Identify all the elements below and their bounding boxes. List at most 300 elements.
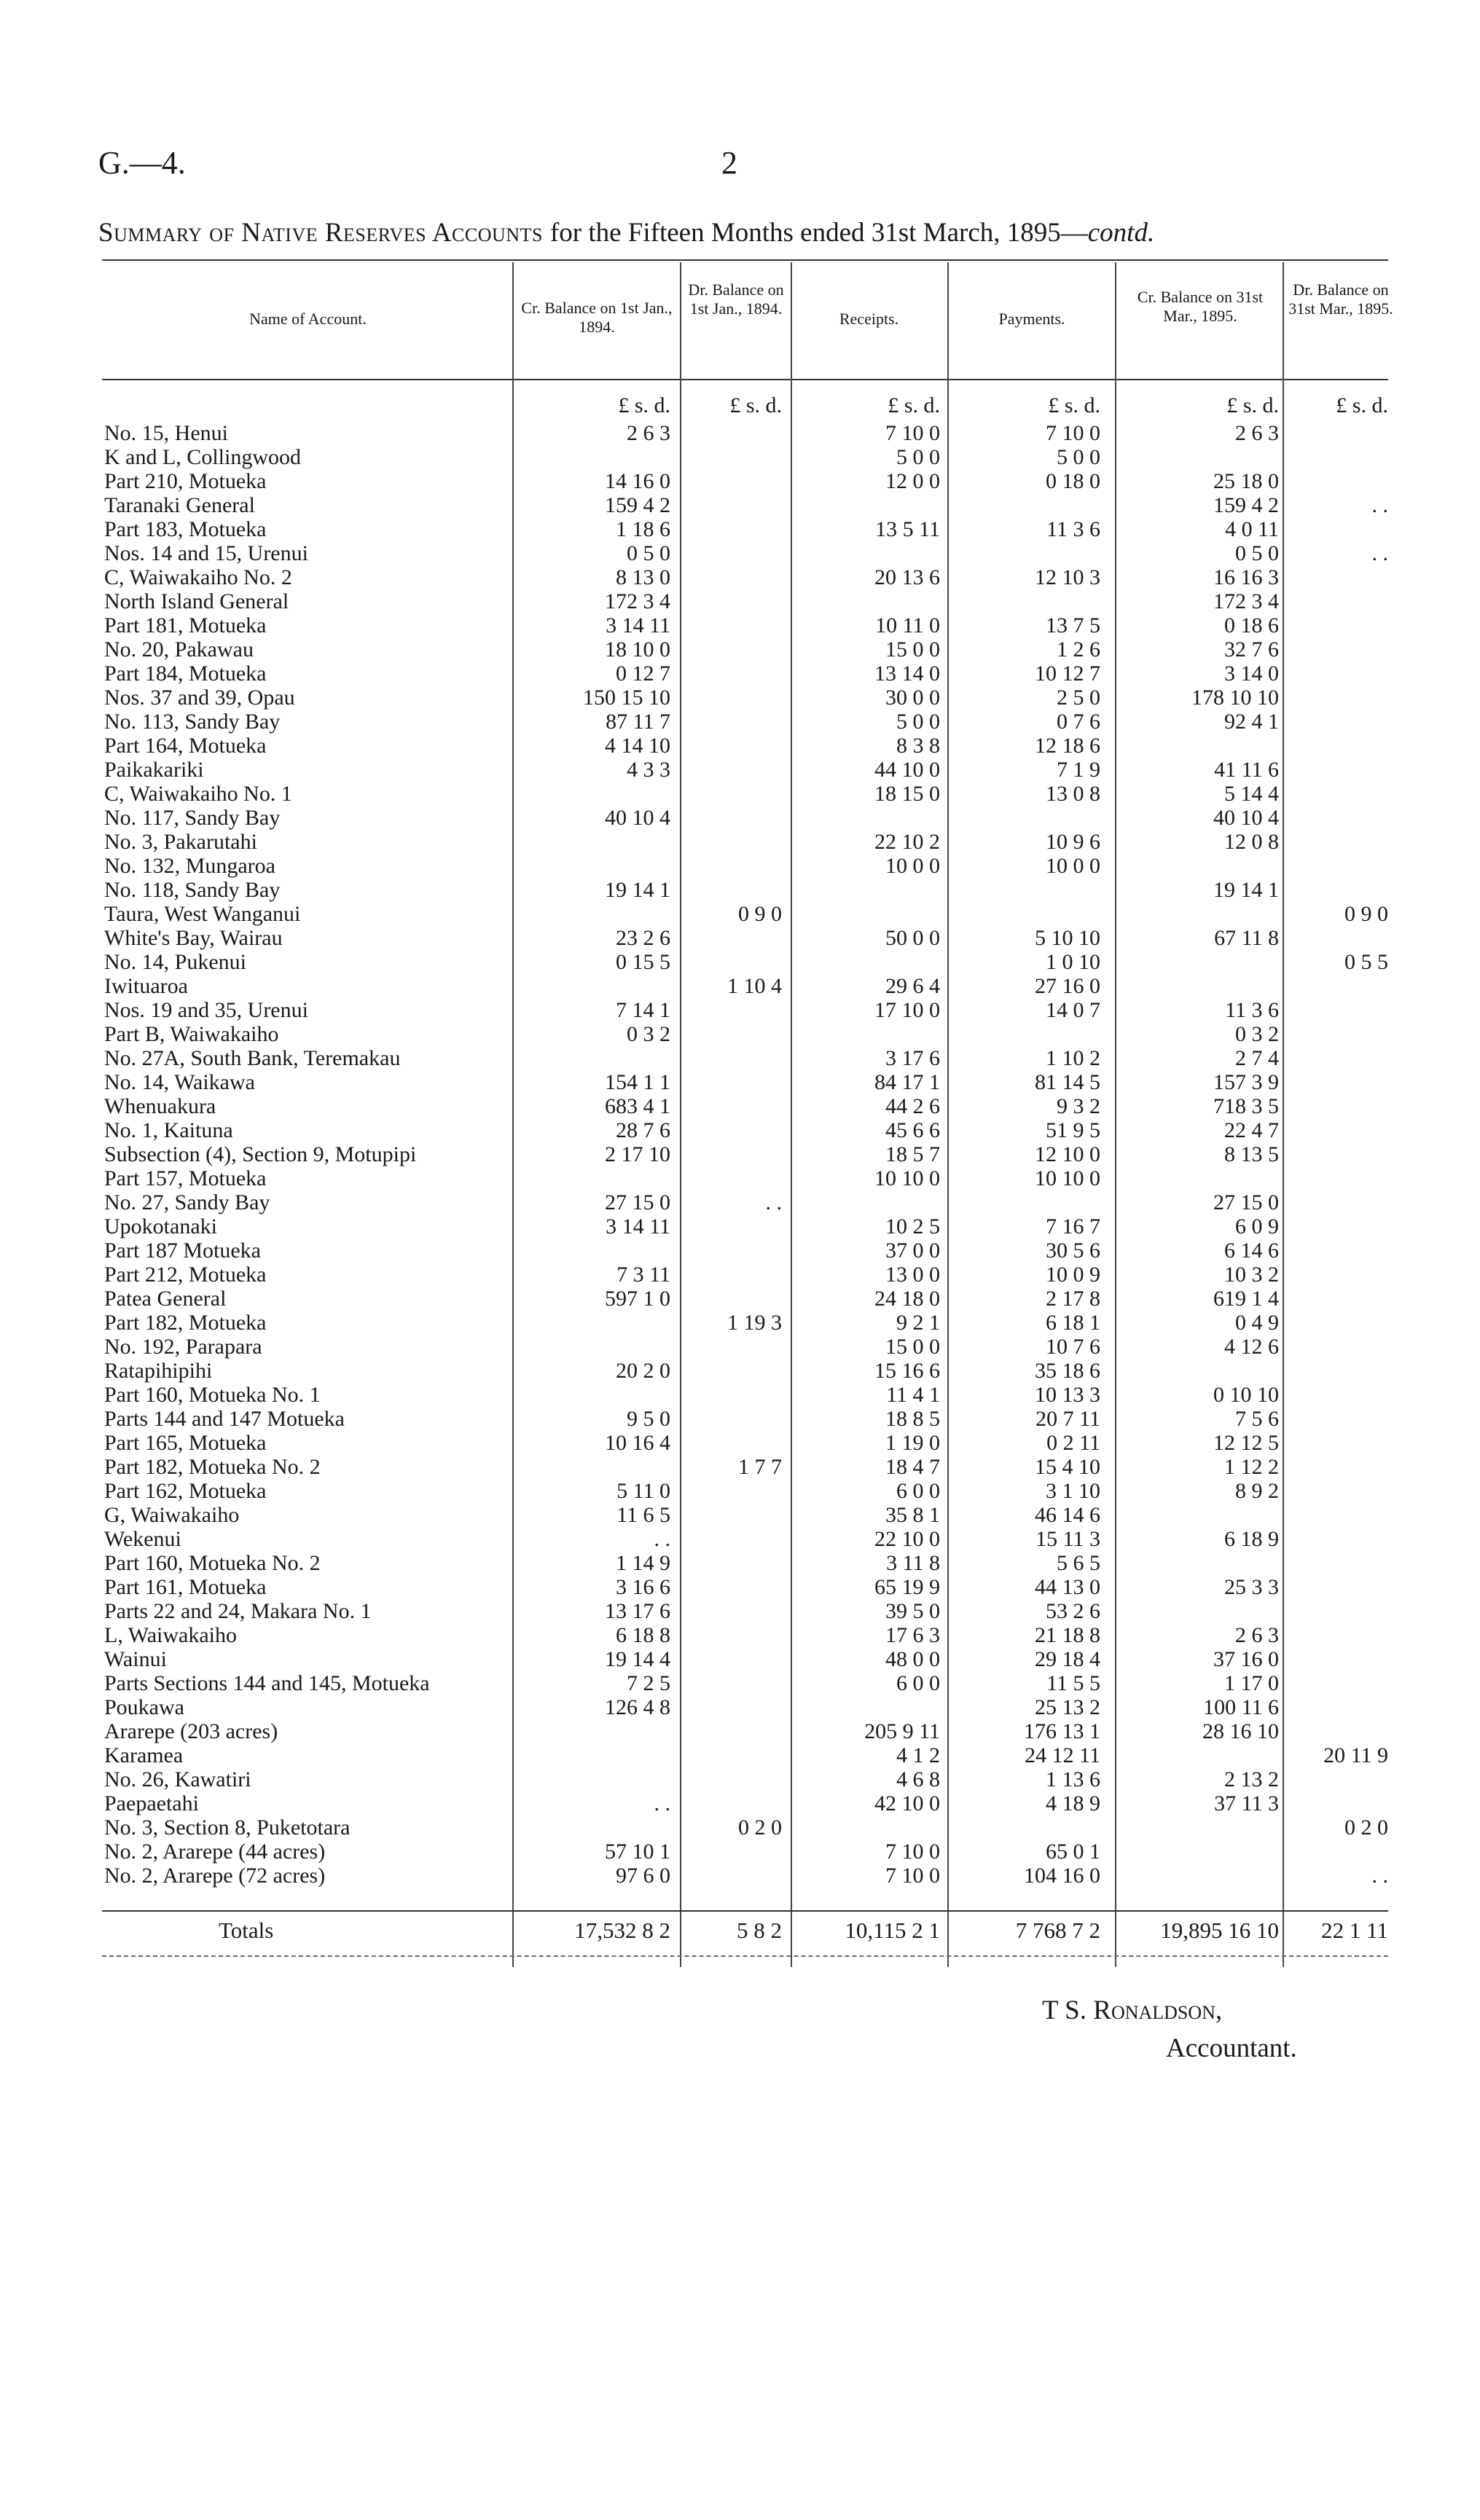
receipts: 42 10 0	[874, 1791, 940, 1816]
account-name: Part 210, Motueka	[104, 469, 267, 493]
receipts: 12 0 0	[885, 469, 940, 493]
account-name: Part 184, Motueka	[104, 662, 267, 686]
page-number: 2	[721, 145, 737, 181]
table-row	[0, 662, 1480, 686]
table-row	[0, 1816, 1480, 1840]
cr-balance-1894: 3 14 11	[606, 613, 670, 637]
cr-balance-1894: 0 5 0	[627, 541, 670, 565]
cr-balance-1894: 23 2 6	[616, 926, 670, 950]
account-name: Part 181, Motueka	[104, 613, 267, 637]
receipts: 11 4 1	[886, 1383, 940, 1407]
payments: 0 18 0	[1046, 469, 1100, 493]
cr-balance-1894: 10 16 4	[605, 1431, 670, 1455]
cr-balance-1895: 16 16 3	[1213, 565, 1279, 589]
receipts: 18 4 7	[885, 1455, 940, 1479]
table-row	[0, 1840, 1480, 1864]
payments: 1 0 10	[1046, 950, 1100, 974]
cr-balance-1894: 7 14 1	[616, 998, 670, 1022]
cr-balance-1895: 0 3 2	[1235, 1022, 1279, 1046]
table-row	[0, 1094, 1480, 1118]
cr-balance-1894: 14 16 0	[605, 469, 670, 493]
payments: 6 18 1	[1046, 1311, 1100, 1335]
total-dr-1894: 5 8 2	[737, 1918, 782, 1943]
cr-balance-1895: 25 18 0	[1213, 469, 1279, 493]
unit-label: £ s. d.	[1226, 393, 1279, 417]
table-row	[0, 1046, 1480, 1070]
column-header-receipts: Receipts.	[839, 310, 899, 328]
header-bottom-rule	[102, 379, 1388, 380]
cr-balance-1895: 0 18 6	[1224, 613, 1279, 637]
receipts: 15 16 6	[874, 1359, 940, 1383]
payments: 12 10 3	[1035, 565, 1100, 589]
table-row	[0, 1479, 1480, 1503]
payments: 5 0 0	[1057, 445, 1100, 469]
payments: 7 10 0	[1046, 421, 1100, 445]
account-name: Iwituaroa	[104, 974, 188, 998]
cr-balance-1894: 172 3 4	[605, 589, 670, 613]
account-name: Wekenui	[104, 1527, 181, 1551]
account-name: Ararepe (203 acres)	[104, 1719, 278, 1743]
payments: 3 1 10	[1046, 1479, 1100, 1503]
cr-balance-1894: 4 14 10	[605, 734, 670, 758]
table-row	[0, 1166, 1480, 1190]
receipts: 45 6 6	[885, 1118, 940, 1142]
cr-balance-1894: 57 10 1	[605, 1840, 670, 1864]
receipts: 35 8 1	[885, 1503, 940, 1527]
column-header-payments: Payments.	[998, 310, 1065, 328]
account-name: Part 183, Motueka	[104, 517, 267, 541]
table-row	[0, 1575, 1480, 1599]
dr-balance-1895: 0 5 5	[1344, 950, 1388, 974]
table-row	[0, 1503, 1480, 1527]
account-name: Part 160, Motueka No. 1	[104, 1383, 321, 1407]
dr-balance-1894: 0 2 0	[738, 1816, 782, 1840]
table-top-rule	[102, 259, 1388, 261]
payments: 7 1 9	[1057, 758, 1100, 782]
account-name: C, Waiwakaiho No. 2	[104, 565, 292, 589]
account-name: Part B, Waiwakaiho	[104, 1022, 279, 1046]
payments: 10 0 9	[1046, 1263, 1100, 1287]
account-name: Taura, West Wanganui	[104, 902, 301, 926]
dr-balance-1894: . .	[765, 1190, 782, 1214]
receipts: 10 0 0	[885, 854, 940, 878]
payments: 81 14 5	[1035, 1070, 1100, 1094]
table-row	[0, 421, 1480, 445]
table-row	[0, 1743, 1480, 1767]
cr-balance-1895: 25 3 3	[1224, 1575, 1279, 1599]
payments: 65 0 1	[1046, 1840, 1100, 1864]
receipts: 10 10 0	[874, 1166, 940, 1190]
cr-balance-1894: 0 15 5	[616, 950, 670, 974]
receipts: 4 6 8	[896, 1767, 940, 1791]
column-header-cr-1894: Cr. Balance on 1st Jan., 1894.	[521, 299, 673, 336]
totals-label: Totals	[219, 1918, 274, 1943]
table-row	[0, 1407, 1480, 1431]
cr-balance-1894: 28 7 6	[616, 1118, 670, 1142]
cr-balance-1895: 0 5 0	[1235, 541, 1279, 565]
unit-label: £ s. d.	[1048, 393, 1100, 417]
payments: 25 13 2	[1035, 1695, 1100, 1719]
table-row	[0, 1431, 1480, 1455]
payments: 2 17 8	[1046, 1287, 1100, 1311]
table-row	[0, 806, 1480, 830]
cr-balance-1894: 11 6 5	[616, 1503, 670, 1527]
cr-balance-1895: 8 13 5	[1224, 1142, 1279, 1166]
table-row	[0, 1719, 1480, 1743]
dr-balance-1895: . .	[1371, 541, 1388, 565]
receipts: 5 0 0	[896, 445, 940, 469]
cr-balance-1895: 37 16 0	[1213, 1647, 1279, 1671]
table-row	[0, 1118, 1480, 1142]
table-row	[0, 1647, 1480, 1671]
dr-balance-1894: 1 10 4	[727, 974, 782, 998]
cr-balance-1894: 1 14 9	[616, 1551, 670, 1575]
receipts: 13 14 0	[874, 662, 940, 686]
cr-balance-1894: 597 1 0	[605, 1287, 670, 1311]
payments: 44 13 0	[1035, 1575, 1100, 1599]
cr-balance-1894: 19 14 1	[605, 878, 670, 902]
account-name: No. 26, Kawatiri	[104, 1767, 251, 1791]
table-row	[0, 1551, 1480, 1575]
account-name: G, Waiwakaiho	[104, 1503, 240, 1527]
table-row	[0, 854, 1480, 878]
receipts: 4 1 2	[896, 1743, 940, 1767]
total-receipts: 10,115 2 1	[845, 1918, 940, 1943]
dr-balance-1895: 20 11 9	[1323, 1743, 1388, 1767]
payments: 24 12 11	[1025, 1743, 1100, 1767]
payments: 0 7 6	[1057, 710, 1100, 734]
payments: 46 14 6	[1035, 1503, 1100, 1527]
table-row	[0, 1022, 1480, 1046]
cr-balance-1894: 18 10 0	[605, 637, 670, 662]
account-name: No. 27A, South Bank, Teremakau	[104, 1046, 401, 1070]
account-name: No. 3, Section 8, Puketotara	[104, 1816, 351, 1840]
table-row	[0, 782, 1480, 806]
cr-balance-1895: 172 3 4	[1213, 589, 1279, 613]
payments: 51 9 5	[1046, 1118, 1100, 1142]
cr-balance-1894: 126 4 8	[605, 1695, 670, 1719]
table-row	[0, 686, 1480, 710]
payments: 53 2 6	[1046, 1599, 1100, 1623]
cr-balance-1895: 27 15 0	[1213, 1190, 1279, 1214]
account-name: White's Bay, Wairau	[104, 926, 283, 950]
receipts: 15 0 0	[885, 637, 940, 662]
table-row	[0, 950, 1480, 974]
total-cr-1895: 19,895 16 10	[1160, 1918, 1279, 1943]
cr-balance-1895: 22 4 7	[1224, 1118, 1279, 1142]
table-row	[0, 1623, 1480, 1647]
receipts: 20 13 6	[874, 565, 940, 589]
payments: 1 2 6	[1057, 637, 1100, 662]
account-name: No. 1, Kaituna	[104, 1118, 233, 1142]
account-name: No. 14, Pukenui	[104, 950, 246, 974]
payments: 176 13 1	[1024, 1719, 1100, 1743]
cr-balance-1894: . .	[654, 1791, 670, 1816]
column-header-cr-1895: Cr. Balance on 31st Mar., 1895.	[1137, 288, 1264, 325]
receipts: 8 3 8	[896, 734, 940, 758]
payments: 10 10 0	[1035, 1166, 1100, 1190]
dr-balance-1895: . .	[1371, 1864, 1388, 1888]
cr-balance-1894: 150 15 10	[583, 686, 670, 710]
receipts: 17 6 3	[885, 1623, 940, 1647]
payments: 13 7 5	[1046, 613, 1100, 637]
account-name: No. 15, Henui	[104, 421, 228, 445]
cr-balance-1895: 718 3 5	[1213, 1094, 1279, 1118]
account-name: Upokotanaki	[104, 1214, 217, 1239]
payments: 12 10 0	[1035, 1142, 1100, 1166]
cr-balance-1895: 40 10 4	[1213, 806, 1279, 830]
receipts: 22 10 0	[874, 1527, 940, 1551]
receipts: 39 5 0	[885, 1599, 940, 1623]
dr-balance-1894: 0 9 0	[738, 902, 782, 926]
cr-balance-1895: 619 1 4	[1213, 1287, 1279, 1311]
account-name: Part 182, Motueka No. 2	[104, 1455, 321, 1479]
accounts-table-body	[0, 421, 1480, 1888]
payments: 1 10 2	[1046, 1046, 1100, 1070]
receipts: 18 5 7	[885, 1142, 940, 1166]
account-name: No. 2, Ararepe (72 acres)	[104, 1864, 326, 1888]
payments: 35 18 6	[1035, 1359, 1100, 1383]
cr-balance-1895: 28 16 10	[1202, 1719, 1279, 1743]
column-header-dr-1895: Dr. Balance on 31st Mar., 1895.	[1288, 280, 1393, 318]
receipts: 65 19 9	[874, 1575, 940, 1599]
cr-balance-1895: 6 14 6	[1224, 1239, 1279, 1263]
payments: 4 18 9	[1046, 1791, 1100, 1816]
account-name: Wainui	[104, 1647, 167, 1671]
table-row	[0, 974, 1480, 998]
table-row	[0, 541, 1480, 565]
account-name: Part 157, Motueka	[104, 1166, 267, 1190]
payments: 10 13 3	[1035, 1383, 1100, 1407]
cr-balance-1894: 2 17 10	[605, 1142, 670, 1166]
table-row	[0, 589, 1480, 613]
table-row	[0, 1383, 1480, 1407]
dr-balance-1895: 0 2 0	[1344, 1816, 1388, 1840]
table-row	[0, 1214, 1480, 1239]
payments: 11 3 6	[1046, 517, 1100, 541]
payments: 2 5 0	[1057, 686, 1100, 710]
totals-top-rule	[102, 1910, 1388, 1912]
cr-balance-1895: 0 10 10	[1213, 1383, 1279, 1407]
table-row	[0, 1671, 1480, 1695]
dr-balance-1895: . .	[1371, 493, 1388, 517]
cr-balance-1894: 4 3 3	[627, 758, 670, 782]
cr-balance-1894: 7 3 11	[616, 1263, 670, 1287]
payments: 30 5 6	[1046, 1239, 1100, 1263]
account-name: No. 2, Ararepe (44 acres)	[104, 1840, 326, 1864]
cr-balance-1895: 8 9 2	[1235, 1479, 1279, 1503]
account-name: No. 27, Sandy Bay	[104, 1190, 270, 1214]
table-row	[0, 1455, 1480, 1479]
account-name: L, Waiwakaiho	[104, 1623, 237, 1647]
title-main: Summary of Native Reserves Accounts	[98, 218, 543, 248]
receipts: 37 0 0	[885, 1239, 940, 1263]
receipts: 7 10 0	[885, 1840, 940, 1864]
receipts: 22 10 2	[874, 830, 940, 854]
receipts: 5 0 0	[896, 710, 940, 734]
receipts: 24 18 0	[874, 1287, 940, 1311]
payments: 20 7 11	[1035, 1407, 1100, 1431]
account-name: Paikakariki	[104, 758, 204, 782]
unit-label: £ s. d.	[888, 393, 940, 417]
account-name: No. 118, Sandy Bay	[104, 878, 281, 902]
receipts: 18 8 5	[885, 1407, 940, 1431]
table-row	[0, 613, 1480, 637]
cr-balance-1895: 2 13 2	[1224, 1767, 1279, 1791]
account-name: Karamea	[104, 1743, 184, 1767]
table-row	[0, 1527, 1480, 1551]
table-row	[0, 1311, 1480, 1335]
account-name: Patea General	[104, 1287, 227, 1311]
cr-balance-1895: 4 0 11	[1225, 517, 1279, 541]
cr-balance-1895: 0 4 9	[1235, 1311, 1279, 1335]
cr-balance-1894: 27 15 0	[605, 1190, 670, 1214]
account-name: Nos. 19 and 35, Urenui	[104, 998, 308, 1022]
receipts: 9 2 1	[896, 1311, 940, 1335]
title-continued: contd.	[1087, 218, 1155, 248]
payments: 5 10 10	[1035, 926, 1100, 950]
document-reference: G.—4.	[98, 145, 186, 181]
cr-balance-1894: 19 14 4	[605, 1647, 670, 1671]
table-row	[0, 1791, 1480, 1816]
account-name: Part 187 Motueka	[104, 1239, 261, 1263]
cr-balance-1894: 2 6 3	[627, 421, 670, 445]
account-name: Paepaetahi	[104, 1791, 199, 1816]
account-name: North Island General	[104, 589, 289, 613]
page-title	[98, 217, 1410, 248]
receipts: 6 0 0	[896, 1671, 940, 1695]
total-dr-1895: 22 1 11	[1321, 1918, 1388, 1943]
cr-balance-1895: 41 11 6	[1214, 758, 1279, 782]
column-header-name: Name of Account.	[249, 310, 367, 328]
account-name: No. 113, Sandy Bay	[104, 710, 281, 734]
signature-name	[1042, 1995, 1222, 2026]
payments: 5 6 5	[1057, 1551, 1100, 1575]
table-row	[0, 998, 1480, 1022]
receipts: 15 0 0	[885, 1335, 940, 1359]
account-name: Part 160, Motueka No. 2	[104, 1551, 321, 1575]
cr-balance-1895: 19 14 1	[1213, 878, 1279, 902]
cr-balance-1894: 154 1 1	[605, 1070, 670, 1094]
receipts: 13 5 11	[875, 517, 940, 541]
cr-balance-1895: 92 4 1	[1224, 710, 1279, 734]
account-name: Part 161, Motueka	[104, 1575, 267, 1599]
account-name: No. 20, Pakawau	[104, 637, 254, 662]
account-name: No. 14, Waikawa	[104, 1070, 255, 1094]
table-row	[0, 830, 1480, 854]
account-name: Parts Sections 144 and 145, Motueka	[104, 1671, 430, 1695]
table-row	[0, 1599, 1480, 1623]
cr-balance-1895: 1 12 2	[1224, 1455, 1279, 1479]
receipts: 3 11 8	[886, 1551, 940, 1575]
cr-balance-1894: 1 18 6	[616, 517, 670, 541]
dr-balance-1894: 1 19 3	[727, 1311, 782, 1335]
unit-label: £ s. d.	[1336, 393, 1388, 417]
table-row	[0, 1287, 1480, 1311]
table-row	[0, 878, 1480, 902]
payments: 13 0 8	[1046, 782, 1100, 806]
dr-balance-1895: 0 9 0	[1344, 902, 1388, 926]
table-row	[0, 758, 1480, 782]
account-name: Part 164, Motueka	[104, 734, 267, 758]
dr-balance-1894: 1 7 7	[738, 1455, 782, 1479]
table-row	[0, 1864, 1480, 1888]
cr-balance-1894: . .	[654, 1527, 670, 1551]
table-row	[0, 1335, 1480, 1359]
total-payments: 7 768 7 2	[1015, 1918, 1100, 1943]
account-name: K and L, Collingwood	[104, 445, 301, 469]
table-row	[0, 445, 1480, 469]
cr-balance-1894: 0 12 7	[616, 662, 670, 686]
cr-balance-1894: 5 11 0	[616, 1479, 670, 1503]
table-row	[0, 710, 1480, 734]
unit-label: £ s. d.	[618, 393, 670, 417]
cr-balance-1895: 1 17 0	[1224, 1671, 1279, 1695]
cr-balance-1894: 87 11 7	[606, 710, 670, 734]
account-name: Part 182, Motueka	[104, 1311, 267, 1335]
account-name: Parts 144 and 147 Motueka	[104, 1407, 345, 1431]
cr-balance-1895: 2 6 3	[1235, 1623, 1279, 1647]
cr-balance-1894: 159 4 2	[605, 493, 670, 517]
table-row	[0, 1239, 1480, 1263]
cr-balance-1895: 37 11 3	[1214, 1791, 1279, 1816]
cr-balance-1894: 7 2 5	[627, 1671, 670, 1695]
account-name: Part 165, Motueka	[104, 1431, 267, 1455]
table-row	[0, 1263, 1480, 1287]
table-row	[0, 1767, 1480, 1791]
cr-balance-1895: 12 12 5	[1213, 1431, 1279, 1455]
receipts: 205 9 11	[864, 1719, 940, 1743]
table-row	[0, 1359, 1480, 1383]
cr-balance-1894: 3 16 6	[616, 1575, 670, 1599]
account-name: Part 162, Motueka	[104, 1479, 267, 1503]
cr-balance-1895: 100 11 6	[1203, 1695, 1279, 1719]
account-name: No. 117, Sandy Bay	[104, 806, 281, 830]
cr-balance-1894: 6 18 8	[616, 1623, 670, 1647]
table-row	[0, 1695, 1480, 1719]
cr-balance-1895: 159 4 2	[1213, 493, 1279, 517]
account-name: Taranaki General	[104, 493, 255, 517]
account-name: Parts 22 and 24, Makara No. 1	[104, 1599, 372, 1623]
cr-balance-1894: 683 4 1	[605, 1094, 670, 1118]
payments: 14 0 7	[1046, 998, 1100, 1022]
cr-balance-1895: 6 18 9	[1224, 1527, 1279, 1551]
table-row	[0, 493, 1480, 517]
payments: 15 11 3	[1035, 1527, 1100, 1551]
table-row	[0, 565, 1480, 589]
table-row	[0, 637, 1480, 662]
payments: 10 12 7	[1035, 662, 1100, 686]
cr-balance-1894: 97 6 0	[616, 1864, 670, 1888]
account-name: Whenuakura	[104, 1094, 216, 1118]
total-cr-1894: 17,532 8 2	[574, 1918, 670, 1943]
table-bottom-rule	[102, 1955, 1388, 1957]
receipts: 1 19 0	[885, 1431, 940, 1455]
receipts: 18 15 0	[874, 782, 940, 806]
receipts: 3 17 6	[885, 1046, 940, 1070]
receipts: 7 10 0	[885, 1864, 940, 1888]
payments: 0 2 11	[1046, 1431, 1100, 1455]
cr-balance-1895: 10 3 2	[1224, 1263, 1279, 1287]
account-name: Poukawa	[104, 1695, 184, 1719]
column-header-dr-1894: Dr. Balance on 1st Jan., 1894.	[688, 280, 784, 318]
totals-row	[0, 1916, 1480, 1945]
receipts: 44 2 6	[885, 1094, 940, 1118]
cr-balance-1895: 11 3 6	[1225, 998, 1279, 1022]
payments: 15 4 10	[1035, 1455, 1100, 1479]
cr-balance-1895: 2 7 4	[1235, 1046, 1279, 1070]
cr-balance-1895: 2 6 3	[1235, 421, 1279, 445]
